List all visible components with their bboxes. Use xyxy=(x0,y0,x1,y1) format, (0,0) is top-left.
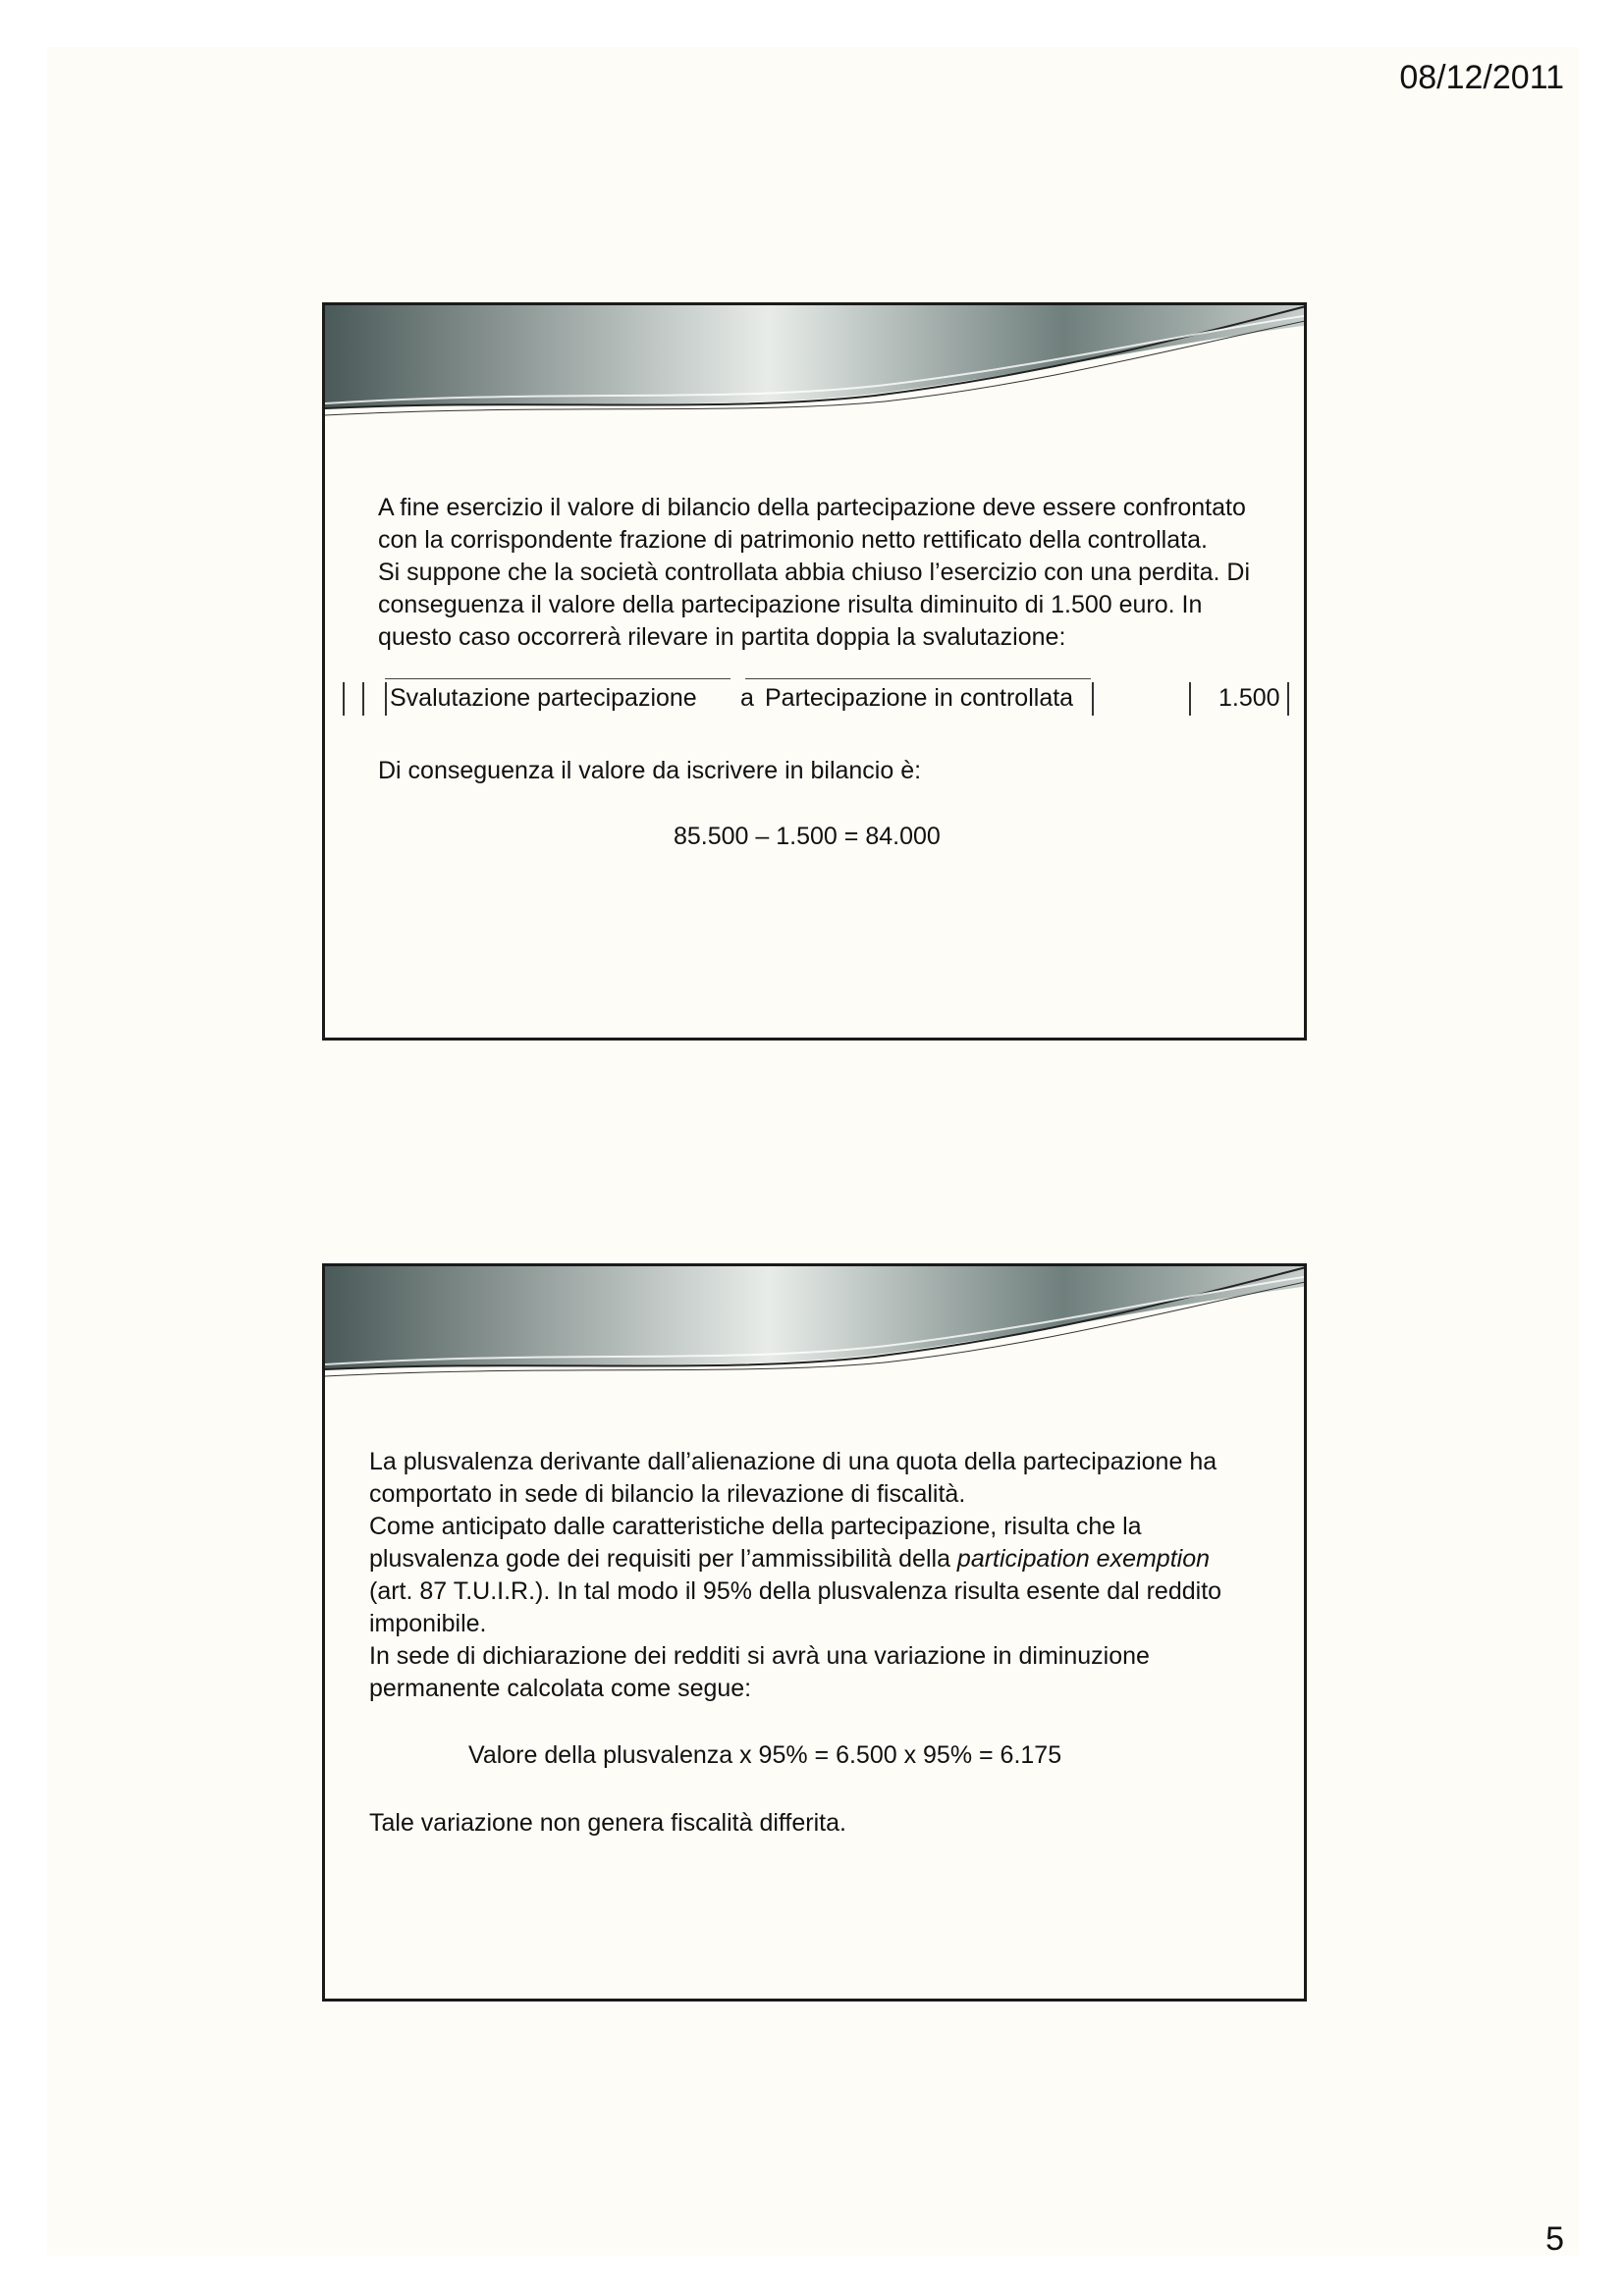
slide-1 xyxy=(322,302,1307,1041)
slide-1-conclusion: Di conseguenza il valore da iscrivere in bilancio è: xyxy=(378,757,922,784)
slide-2 xyxy=(322,1263,1307,2002)
entry-separator: a xyxy=(740,684,754,712)
slide-1-calculation: 85.500 – 1.500 = 84.000 xyxy=(674,823,941,850)
text-line: Come anticipato dalle caratteristiche della partecipazione, risulta che la xyxy=(369,1513,1142,1540)
journal-entry xyxy=(343,678,1290,718)
text-line: (art. 87 T.U.I.R.). In tal modo il 95% della plusvalenza risulta esente dal reddito xyxy=(369,1577,1222,1605)
text-fragment: plusvalenza gode dei requisiti per l’ammissibilità della xyxy=(369,1545,957,1573)
entry-border xyxy=(362,682,364,716)
text-line xyxy=(369,1543,1282,1575)
page-number: 5 xyxy=(1545,2220,1564,2258)
page-date: 08/12/2011 xyxy=(1399,59,1564,96)
slide-header-wave xyxy=(325,1266,1307,1394)
text-line: Si suppone che la società controllata abbia chiuso l’esercizio con una perdita. Di xyxy=(378,559,1251,586)
entry-credit: Partecipazione in controllata xyxy=(765,684,1074,712)
text-line: imponibile. xyxy=(369,1610,487,1637)
text-line: conseguenza il valore della partecipazione risulta diminuito di 1.500 euro. In xyxy=(378,591,1203,618)
text-line: permanente calcolata come segue: xyxy=(369,1675,752,1702)
entry-border xyxy=(1287,682,1289,716)
entry-amount: 1.500 xyxy=(1218,684,1280,712)
entry-border xyxy=(385,678,730,679)
text-line: comportato in sede di bilancio la rilevazione di fiscalità. xyxy=(369,1480,966,1508)
slide-2-body xyxy=(369,1446,1282,1705)
slide-1-body xyxy=(378,492,1262,654)
entry-border xyxy=(745,678,1091,679)
text-line: con la corrispondente frazione di patrimonio netto rettificato della controllata. xyxy=(378,526,1208,554)
text-line: In sede di dichiarazione dei redditi si avrà una variazione in diminuzione xyxy=(369,1642,1150,1670)
entry-border xyxy=(1092,682,1094,716)
slide-2-closing: Tale variazione non genera fiscalità differita. xyxy=(369,1809,846,1837)
text-line: A fine esercizio il valore di bilancio della partecipazione deve essere confrontato xyxy=(378,494,1246,521)
entry-border xyxy=(343,682,345,716)
text-line: questo caso occorrerà rilevare in partita doppia la svalutazione: xyxy=(378,623,1066,651)
entry-debit: Svalutazione partecipazione xyxy=(390,684,697,712)
entry-border xyxy=(1189,682,1191,716)
slide-header-wave xyxy=(325,305,1307,433)
italic-term: participation exemption xyxy=(956,1545,1211,1573)
slide-2-formula: Valore della plusvalenza x 95% = 6.500 x 95% = 6.175 xyxy=(468,1741,1062,1769)
entry-border xyxy=(385,682,387,716)
text-line: La plusvalenza derivante dall’alienazione di una quota della partecipazione ha xyxy=(369,1448,1217,1475)
